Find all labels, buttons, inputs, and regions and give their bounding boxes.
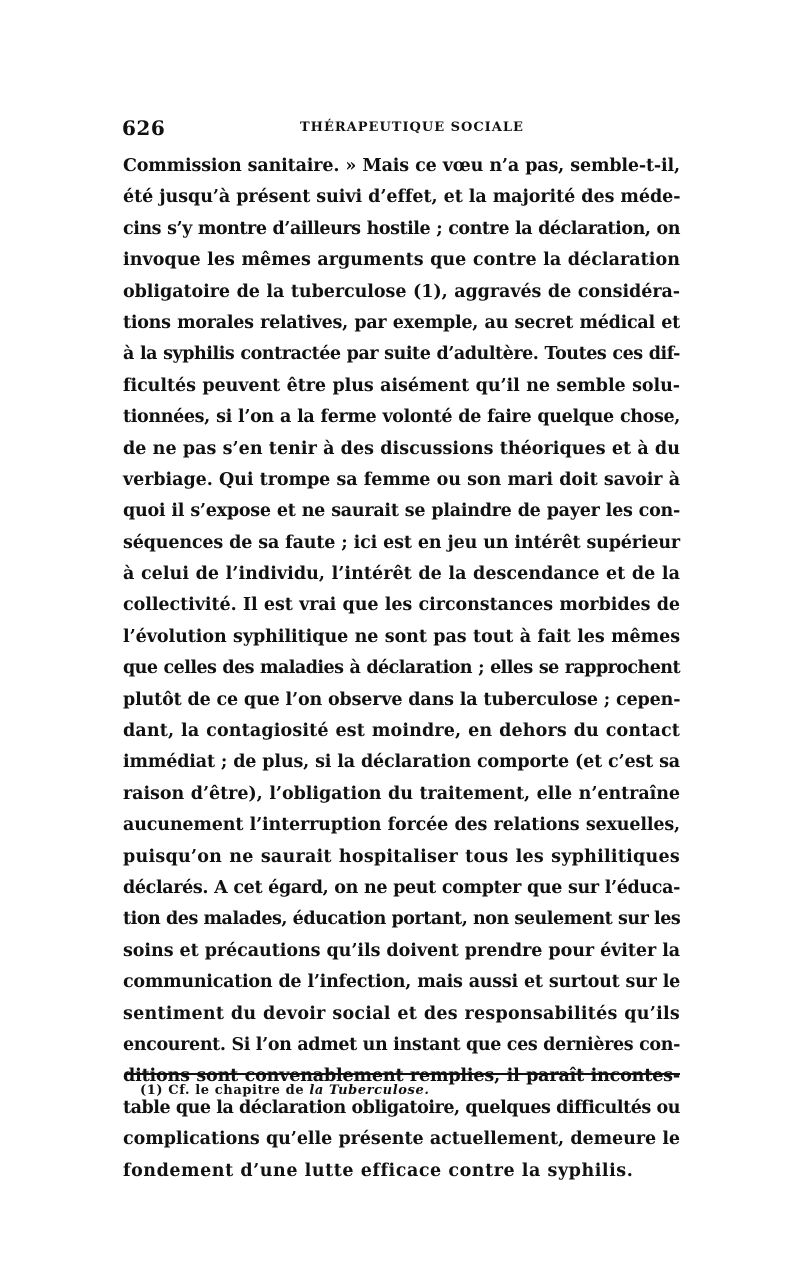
text-line: à celui de l’individu, l’intérêt de la descendance et de la: [123, 564, 680, 585]
text-line: puisqu’on ne saurait hospitaliser tous les syphilitiques: [123, 846, 680, 867]
text-line: plutôt de ce que l’on observe dans la tuberculose ; cepen-: [123, 689, 681, 710]
text-line: soins et précautions qu’ils doivent prendre pour éviter la: [123, 940, 681, 961]
text-line: dant, la contagiosité est moindre, en dehors du contact: [123, 721, 680, 742]
text-line: immédiat ; de plus, si la déclaration comporte (et c’est sa: [123, 752, 680, 773]
footnote: [140, 1083, 429, 1098]
text-line: ficultés peuvent être plus aisément qu’il ne semble solu-: [123, 375, 680, 396]
text-line: aucunement l’interruption forcée des relations sexuelles,: [123, 815, 680, 836]
text-line: tions morales relatives, par exemple, au secret médical et: [123, 312, 680, 333]
text-line: ditions sont convenablement remplies, il paraît incontes-: [123, 1066, 680, 1087]
text-line: été jusqu’à présent suivi d’effet, et la majorité des méde-: [123, 187, 681, 208]
text-line: complications qu’elle présente actuellement, demeure le: [123, 1129, 680, 1150]
text-line: verbiage. Qui trompe sa femme ou son mari doit savoir à: [123, 469, 680, 490]
text-line: déclarés. A cet égard, on ne peut compter que sur l’éduca-: [123, 877, 680, 898]
text-line: tion des malades, éducation portant, non seulement sur les: [123, 909, 681, 930]
text-line: cins s’y montre d’ailleurs hostile ; contre la déclaration, on: [123, 218, 680, 239]
text-line: séquences de sa faute ; ici est en jeu un intérêt supérieur: [123, 532, 680, 553]
text-line: à la syphilis contractée par suite d’adultère. Toutes ces dif-: [123, 344, 680, 365]
text-line: table que la déclaration obligatoire, quelques difficultés ou: [123, 1097, 680, 1118]
text-line: encourent. Si l’on admet un instant que ces dernières con-: [123, 1034, 680, 1055]
page-number: 626: [122, 116, 166, 140]
text-line: quoi il s’expose et ne saurait se plaindre de payer les con-: [123, 501, 680, 522]
footnote-italic-title: la Tuberculose.: [309, 1083, 430, 1098]
text-line: Commission sanitaire. » Mais ce vœu n’a pas, semble-t-il,: [123, 156, 680, 176]
text-line: collectivité. Il est vrai que les circonstances morbides de: [123, 595, 680, 616]
text-line: communication de l’infection, mais aussi et surtout sur le: [123, 972, 680, 993]
text-line: l’évolution syphilitique ne sont pas tout à fait les mêmes: [123, 626, 680, 647]
footnote-text: Cf. le chapitre de: [168, 1083, 310, 1098]
text-line: de ne pas s’en tenir à des discussions théoriques et à du: [123, 438, 680, 459]
text-line: raison d’être), l’obligation du traitement, elle n’entraîne: [123, 783, 680, 804]
footnote-separator-rule: [126, 1073, 680, 1075]
running-title: THÉRAPEUTIQUE SOCIALE: [300, 120, 524, 135]
text-line: fondement d’une lutte efficace contre la syphilis.: [123, 1160, 634, 1181]
text-line: que celles des maladies à déclaration ; elles se rapprochent: [123, 658, 680, 679]
text-line: tionnées, si l’on a la ferme volonté de faire quelque chose,: [123, 407, 680, 428]
footnote-marker: (1): [140, 1083, 164, 1098]
text-line: invoque les mêmes arguments que contre la déclaration: [123, 250, 680, 271]
running-head: [122, 116, 680, 146]
body-paragraph: [123, 151, 680, 1187]
text-line: obligatoire de la tuberculose (1), aggravés de considéra-: [123, 281, 680, 302]
text-line: sentiment du devoir social et des responsabilités qu’ils: [123, 1003, 680, 1024]
